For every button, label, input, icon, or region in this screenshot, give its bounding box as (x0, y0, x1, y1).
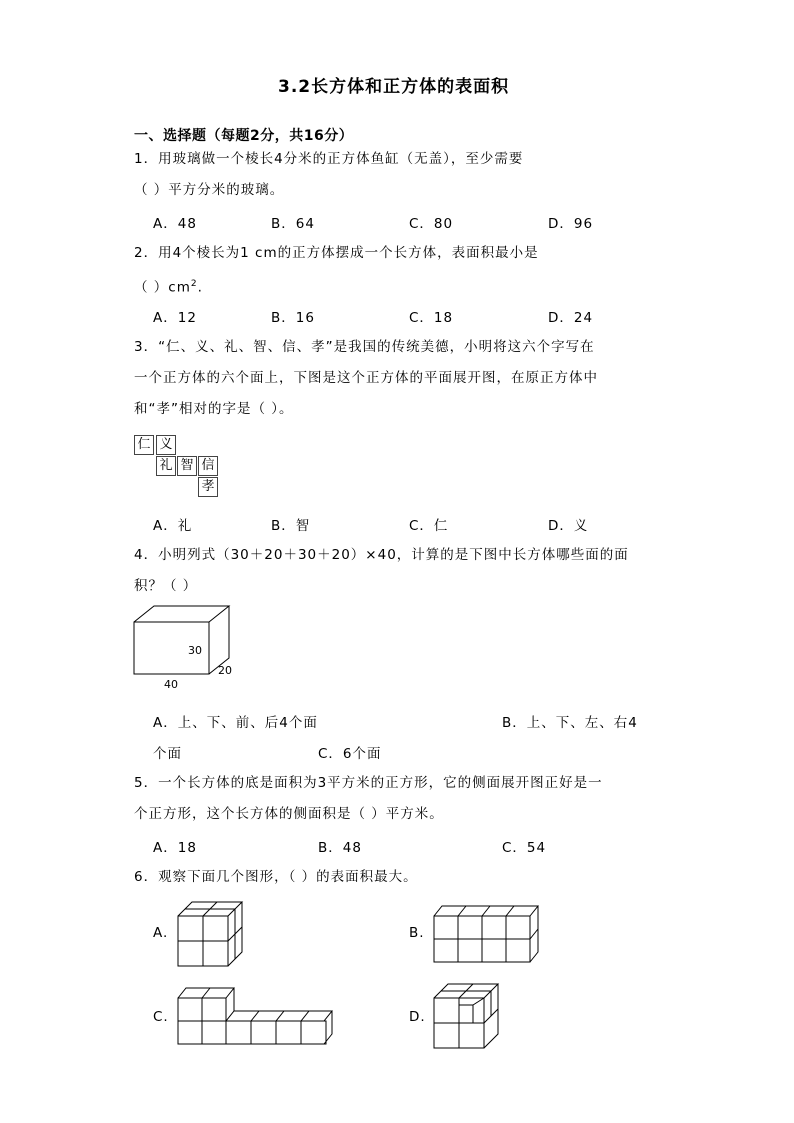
q3-line2: 一个正方体的六个面上，下图是这个正方体的平面展开图，在原正方体中 (134, 370, 598, 386)
q3-option-d[interactable]: D．义 (548, 518, 589, 534)
cuboid-height-label: 30 (188, 644, 202, 657)
net-cell-xiao: 孝 (198, 477, 218, 497)
q2-line2-sup: 2 (190, 279, 198, 289)
cuboid-figure (130, 602, 250, 692)
q2-line2 (134, 274, 203, 298)
net-cell-ren: 仁 (134, 435, 154, 455)
q3-option-b[interactable]: B．智 (271, 518, 311, 534)
q5-option-b[interactable]: B．48 (318, 840, 362, 856)
q5-line2: 个正方形，这个长方体的侧面积是（ ）平方米。 (134, 806, 444, 822)
q1-option-d[interactable]: D．96 (548, 216, 594, 232)
q4-line1: 4．小明列式（30＋20＋30＋20）×40，计算的是下图中长方体哪些面的面 (134, 547, 629, 563)
q4-option-c[interactable]: C．6个面 (318, 746, 382, 762)
q1-line2: （ ）平方分米的玻璃。 (134, 182, 285, 198)
q4-option-a[interactable]: A．上、下、前、后4个面 (153, 715, 318, 731)
q2-option-b[interactable]: B．16 (271, 310, 315, 326)
q1-option-b[interactable]: B．64 (271, 216, 315, 232)
q3-option-c[interactable]: C．仁 (409, 518, 449, 534)
q2-line1: 2．用4个棱长为1 cm的正方体摆成一个长方体，表面积最小是 (134, 245, 539, 261)
q6-option-b-label[interactable]: B. (409, 925, 425, 941)
section-header: 一、选择题（每题2分，共16分） (134, 128, 354, 144)
q6-figure-a (174, 898, 246, 970)
q2-line2-pre: （ ）cm (134, 279, 191, 296)
net-cell-yi: 义 (156, 435, 176, 455)
q1-option-a[interactable]: A．48 (153, 216, 197, 232)
cuboid-top-face (134, 606, 229, 622)
page-title: 3.2长方体和正方体的表面积 (278, 77, 510, 97)
q6-figure-b (430, 902, 542, 966)
q5-option-a[interactable]: A．18 (153, 840, 197, 856)
q3-line3: 和“孝”相对的字是（ ）。 (134, 401, 294, 417)
q6-option-c-label[interactable]: C. (153, 1009, 169, 1025)
q4-option-b-line2[interactable]: 个面 (153, 746, 182, 762)
q1-line1: 1．用玻璃做一个棱长4分米的正方体鱼缸（无盖），至少需要 (134, 151, 524, 167)
cuboid-width-label: 20 (218, 664, 232, 677)
q1-option-c[interactable]: C．80 (409, 216, 454, 232)
q5-line1: 5．一个长方体的底是面积为3平方米的正方形，它的侧面展开图正好是一 (134, 775, 603, 791)
net-cell-zhi: 智 (177, 456, 197, 476)
q2-option-c[interactable]: C．18 (409, 310, 454, 326)
q3-line1: 3．“仁、义、礼、智、信、孝”是我国的传统美德，小明将这六个字写在 (134, 339, 595, 355)
q4-line2: 积？（ ） (134, 578, 198, 594)
net-cell-li: 礼 (156, 456, 176, 476)
q6-figure-d (430, 980, 502, 1052)
q2-option-d[interactable]: D．24 (548, 310, 594, 326)
net-cell-xin: 信 (198, 456, 218, 476)
q4-option-b-line1[interactable]: B．上、下、左、右4 (502, 715, 638, 731)
q6-figure-c (174, 984, 334, 1048)
q5-option-c[interactable]: C．54 (502, 840, 547, 856)
cuboid-length-label: 40 (164, 678, 178, 691)
q6-option-a-label[interactable]: A. (153, 925, 169, 941)
q2-line2-post: . (197, 279, 203, 296)
cube-net-figure (134, 435, 224, 500)
q2-option-a[interactable]: A．12 (153, 310, 197, 326)
q3-option-a[interactable]: A．礼 (153, 518, 193, 534)
q6-option-d-label[interactable]: D. (409, 1009, 426, 1025)
q6-line1: 6．观察下面几个图形，（ ）的表面积最大。 (134, 869, 418, 885)
